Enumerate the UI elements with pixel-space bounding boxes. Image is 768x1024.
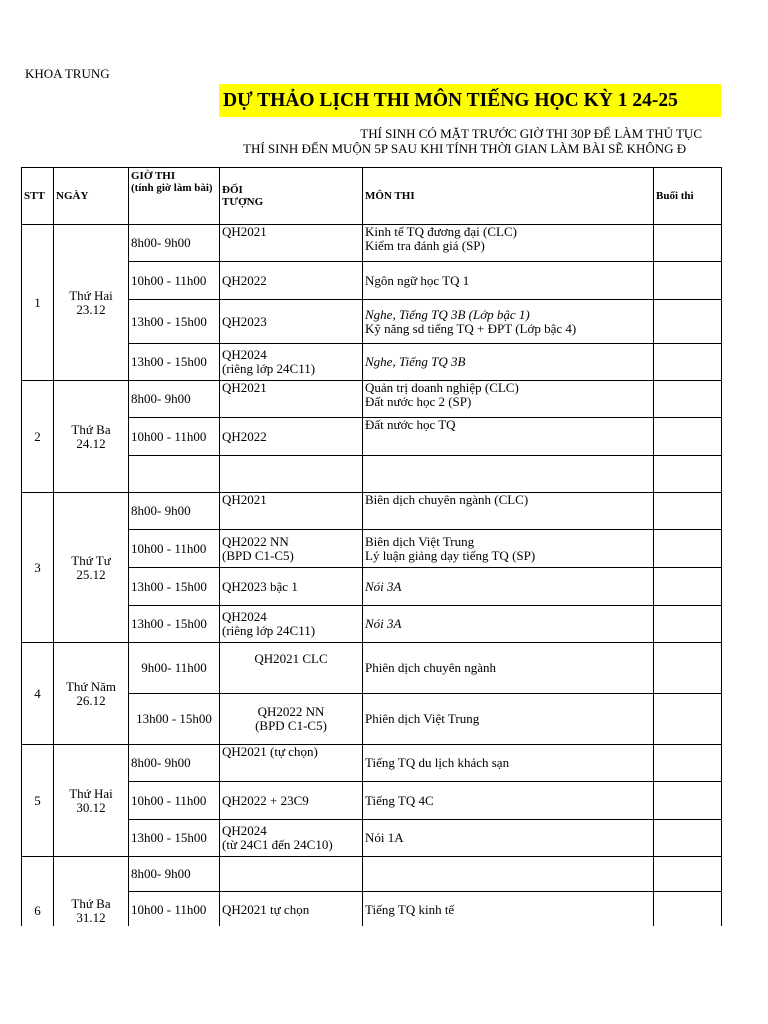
session-cell (654, 262, 722, 300)
col-header-session: Buổi thi (654, 168, 722, 225)
col-header-group: ĐỐI TƯỢNG (220, 168, 363, 225)
group-cell: QH2021 (tự chọn) (220, 745, 363, 782)
group-cell: QH2021 tự chọn (220, 892, 363, 927)
session-cell (654, 300, 722, 344)
subject-cell: Tiếng TQ kinh tế (363, 892, 654, 927)
day-cell: Thứ Năm 26.12 (54, 643, 129, 745)
time-cell: 9h00- 11h00 (129, 643, 220, 694)
time-cell: 10h00 - 11h00 (129, 262, 220, 300)
stt-cell: 2 (22, 381, 54, 493)
table-row (22, 493, 722, 530)
time-cell: 8h00- 9h00 (129, 225, 220, 262)
group-cell: QH2021 (220, 381, 363, 418)
session-cell (654, 530, 722, 568)
time-cell: 13h00 - 15h00 (129, 694, 220, 745)
session-cell (654, 782, 722, 820)
subject-cell: Ngôn ngữ học TQ 1 (363, 262, 654, 300)
subject-cell: Nghe, Tiếng TQ 3B (363, 344, 654, 381)
day-cell: Thứ Hai 23.12 (54, 225, 129, 381)
table-row (22, 643, 722, 694)
time-cell: 8h00- 9h00 (129, 857, 220, 892)
session-cell (654, 820, 722, 857)
subject-cell: Đất nước học TQ (363, 418, 654, 456)
time-cell: 8h00- 9h00 (129, 381, 220, 418)
col-header-stt: STT (22, 168, 54, 225)
stt-cell: 1 (22, 225, 54, 381)
group-cell: QH2022 + 23C9 (220, 782, 363, 820)
subject-cell: Tiếng TQ 4C (363, 782, 654, 820)
time-cell: 13h00 - 15h00 (129, 606, 220, 643)
day-cell: Thứ Ba 24.12 (54, 381, 129, 493)
group-cell: QH2024 (riêng lớp 24C11) (220, 344, 363, 381)
time-cell: 10h00 - 11h00 (129, 892, 220, 927)
subject-line: Kỹ năng sd tiếng TQ + ĐPT (Lớp bậc 4) (365, 320, 577, 336)
group-cell (220, 456, 363, 493)
time-cell: 10h00 - 11h00 (129, 782, 220, 820)
group-cell: QH2022 (220, 418, 363, 456)
notice-late: THÍ SINH ĐẾN MUỘN 5P SAU KHI TÍNH THỜI GIAN LÀM BÀI SẼ KHÔNG Đ (243, 141, 687, 156)
subject-cell: Quản trị doanh nghiệp (CLC) Đất nước học 2 (SP) (363, 381, 654, 418)
day-cell: Thứ Hai 30.12 (54, 745, 129, 857)
subject-cell (363, 300, 654, 344)
session-cell (654, 643, 722, 694)
session-cell (654, 381, 722, 418)
time-cell: 8h00- 9h00 (129, 493, 220, 530)
group-cell: QH2024 (riêng lớp 24C11) (220, 606, 363, 643)
group-cell: QH2024 (từ 24C1 đến 24C10) (220, 820, 363, 857)
session-cell (654, 344, 722, 381)
stt-cell: 6 (22, 857, 54, 927)
session-cell (654, 745, 722, 782)
subject-italic-line: Nghe, Tiếng TQ 3B (Lớp bậc 1) (365, 306, 530, 322)
exam-schedule-table (21, 167, 722, 926)
group-cell: QH2021 (220, 225, 363, 262)
table-row (22, 225, 722, 262)
session-cell (654, 225, 722, 262)
time-cell: 13h00 - 15h00 (129, 568, 220, 606)
subject-cell: Nói 3A (363, 606, 654, 643)
subject-cell: Tiếng TQ du lịch khách sạn (363, 745, 654, 782)
time-cell: 10h00 - 11h00 (129, 418, 220, 456)
session-cell (654, 568, 722, 606)
subject-cell: Kinh tế TQ đương đại (CLC) Kiểm tra đánh giá (SP) (363, 225, 654, 262)
session-cell (654, 493, 722, 530)
subject-cell: Phiên dịch Việt Trung (363, 694, 654, 745)
subject-cell (363, 857, 654, 892)
session-cell (654, 418, 722, 456)
group-cell (220, 857, 363, 892)
subject-cell (363, 456, 654, 493)
group-cell: QH2022 (220, 262, 363, 300)
stt-cell: 5 (22, 745, 54, 857)
session-cell (654, 694, 722, 745)
header-row (22, 168, 722, 225)
time-cell: 13h00 - 15h00 (129, 344, 220, 381)
table-row (22, 857, 722, 892)
subject-cell: Biên dịch chuyên ngành (CLC) (363, 493, 654, 530)
col-header-day: NGÀY (54, 168, 129, 225)
page-title: DỰ THẢO LỊCH THI MÔN TIẾNG HỌC KỲ 1 24-25 (219, 84, 721, 117)
group-cell: QH2023 (220, 300, 363, 344)
group-cell: QH2022 NN (BPD C1-C5) (220, 530, 363, 568)
group-cell: QH2023 bậc 1 (220, 568, 363, 606)
day-cell: Thứ Tư 25.12 (54, 493, 129, 643)
group-cell: QH2021 CLC (220, 643, 363, 694)
group-cell: QH2021 (220, 493, 363, 530)
subject-cell: Nói 3A (363, 568, 654, 606)
table-row (22, 745, 722, 782)
time-cell: 10h00 - 11h00 (129, 530, 220, 568)
time-cell (129, 456, 220, 493)
group-cell: QH2022 NN (BPD C1-C5) (220, 694, 363, 745)
session-cell (654, 606, 722, 643)
subject-cell: Nói 1A (363, 820, 654, 857)
stt-cell: 3 (22, 493, 54, 643)
session-cell (654, 857, 722, 892)
subject-cell: Phiên dịch chuyên ngành (363, 643, 654, 694)
time-cell: 8h00- 9h00 (129, 745, 220, 782)
day-cell: Thứ Ba 31.12 (54, 857, 129, 927)
faculty-name: KHOA TRUNG (25, 66, 110, 81)
notice-arrival: THÍ SINH CÓ MẶT TRƯỚC GIỜ THI 30P ĐỂ LÀM THỦ TỤC (360, 126, 702, 141)
table-row (22, 381, 722, 418)
col-header-subject: MÔN THI (363, 168, 654, 225)
session-cell (654, 892, 722, 927)
time-cell: 13h00 - 15h00 (129, 300, 220, 344)
time-cell: 13h00 - 15h00 (129, 820, 220, 857)
stt-cell: 4 (22, 643, 54, 745)
subject-cell: Biên dịch Việt Trung Lý luận giảng dạy tiếng TQ (SP) (363, 530, 654, 568)
col-header-time: GIỜ THI (tính giờ làm bài) (129, 168, 220, 225)
session-cell (654, 456, 722, 493)
